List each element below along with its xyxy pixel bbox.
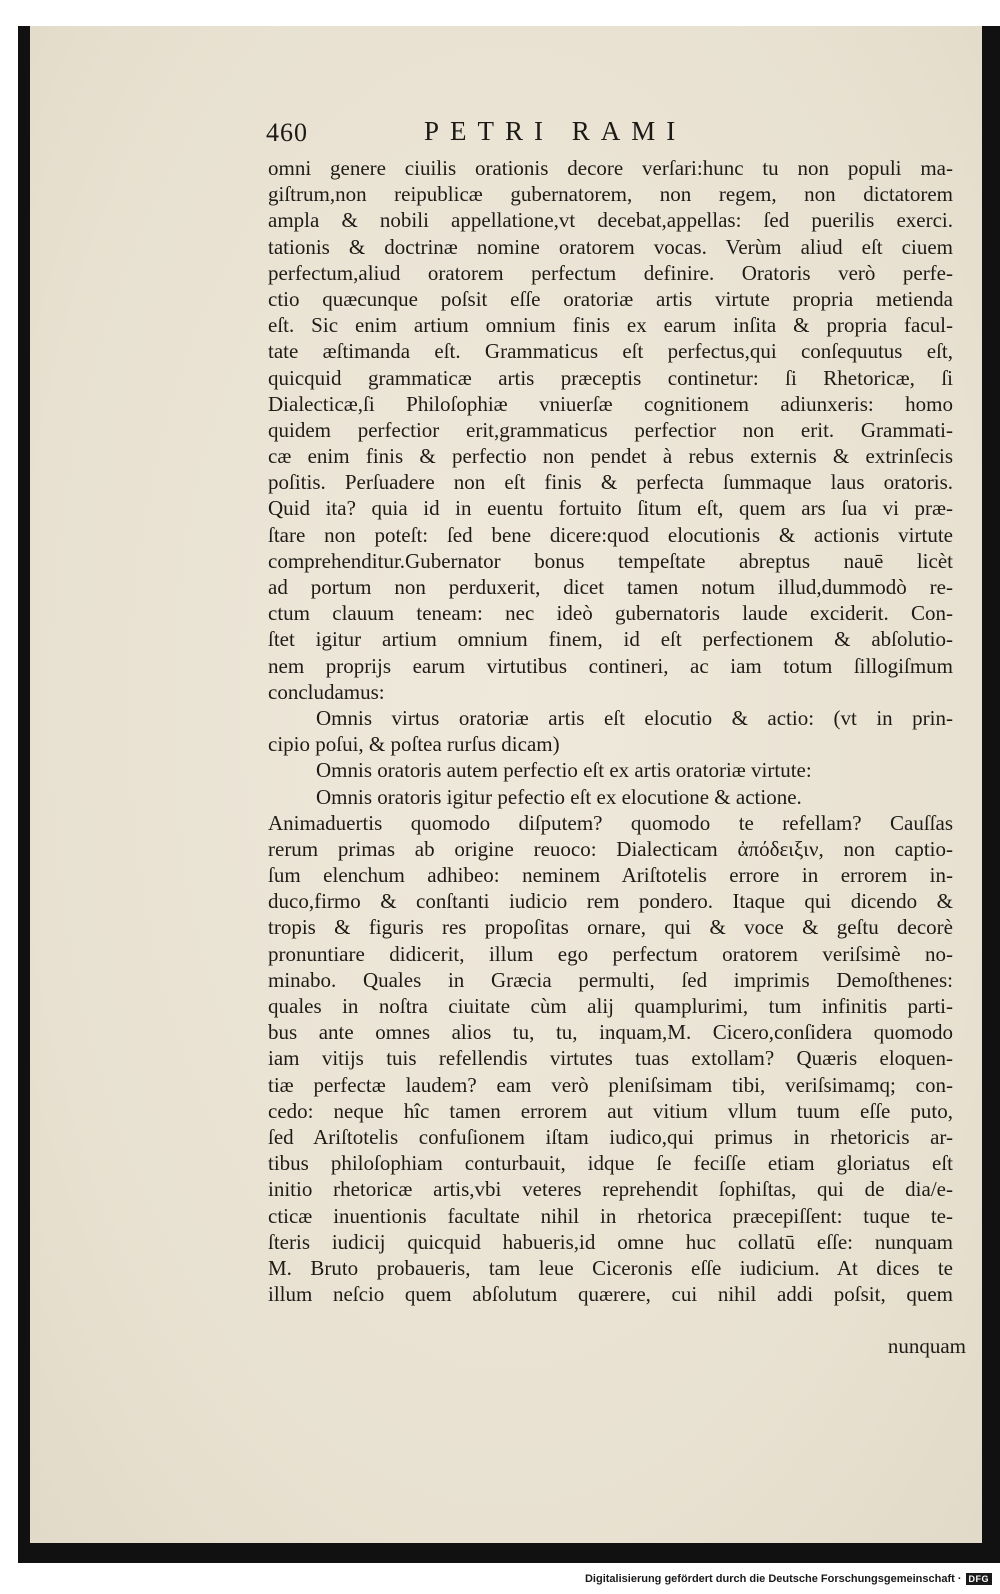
text-line: quicquid grammaticæ artis præceptis continetur: ſi Rhetoricæ, ſi <box>268 365 953 390</box>
text-line: bus ante omnes alios tu, tu, inquam,M. Cicero,conſidera quomodo <box>268 1020 953 1045</box>
text-line: Quid ita? quia id in euentu fortuito ſitum eſt, quem ars ſua vi præ- <box>268 496 953 521</box>
text-line: tiæ perfectæ laudem? eam verò pleniſsimam tibi, veriſsimamq; con- <box>268 1072 953 1097</box>
text-line: ampla & nobili appellatione,vt decebat,appellas: ſed puerilis exerci. <box>268 208 953 233</box>
text-line: cedo: neque hîc tamen errorem aut vitium vllum tuum eſſe puto, <box>268 1098 953 1123</box>
page-number: 460 <box>266 118 308 147</box>
text-line: ſed Ariſtotelis confuſionem iſtam iudico,qui primus in rhetoricis ar- <box>268 1124 953 1149</box>
text-line: duco,firmo & conſtanti iudicio rem pondero. Itaque qui dicendo & <box>268 889 953 914</box>
text-line: poſitis. Perſuadere non eſt finis & perfecta ſummaque laus oratoris. <box>268 470 953 495</box>
syllogism-line: Omnis oratoris autem perfectio eſt ex artis oratoriæ virtute: <box>316 758 812 783</box>
text-line: ſtare non poteſt: ſed bene dicere:quod elocutionis & actionis virtute <box>268 522 953 547</box>
text-line: illum neſcio quem abſolutum quærere, cui nihil addi poſsit, quem <box>268 1282 953 1307</box>
text-line: Dialecticæ,ſi Philoſophiæ vniuerſæ cognitionem adiunxeris: homo <box>268 391 953 416</box>
text-line: quidem perfectior erit,grammaticus perfectior non erit. Grammati- <box>268 417 953 442</box>
text-line: cipio poſui, & poſtea rurſus dicam) <box>268 732 560 757</box>
text-line: comprehenditur.Gubernator bonus tempeſtate abreptus nauē licèt <box>268 548 953 573</box>
text-line: ad portum non perduxerit, dicet tamen notum illud,dummodò re- <box>268 575 953 599</box>
text-line: cticæ inuentionis facultate nihil in rhetorica præcepiſſent: tuque te- <box>268 1203 953 1228</box>
running-head: PETRI RAMI <box>424 116 687 146</box>
footer-credit <box>585 1570 992 1588</box>
text-line: pronuntiare didicerit, illum ego perfectum oratorem veriſsimè no- <box>268 941 953 966</box>
text-line: giſtrum,non reipublicæ gubernatorem, non regem, non dictatorem <box>268 182 953 207</box>
syllogism-line: Omnis oratoris igitur pefectio eſt ex elocutione & actione. <box>316 784 802 809</box>
text-line: nem proprijs earum virtutibus contineri, ac iam totum ſillogiſmum <box>268 653 953 678</box>
text-line: iam vitijs tuis refellendis virtutes tuas extollam? Quæris eloquen- <box>268 1046 953 1071</box>
text-line: tationis & doctrinæ nomine oratorem vocas. Verùm aliud eſt ciuem <box>268 234 953 259</box>
text-line: concludamus: <box>268 679 385 704</box>
text-line: ctum clauum teneam: nec ideò gubernatoris laude exciderit. Con- <box>268 601 953 626</box>
body-text <box>268 155 953 1307</box>
catchword: nunquam <box>887 1334 966 1358</box>
text-line: quales in noſtra ciuitate cùm alij quamplurimi, tum infinitis parti- <box>268 994 953 1018</box>
page-header <box>266 118 766 152</box>
text-line: tibus philoſophiam conturbauit, idque ſe feciſſe etiam gloriatus eſt <box>268 1151 953 1176</box>
text-line: ſum elenchum adhibeo: neminem Ariſtotelis errore in errorem in- <box>268 863 953 888</box>
credit-text: Digitalisierung gefördert durch die Deutsche Forschungsgemeinschaft · <box>584 1573 962 1585</box>
text-line: M. Bruto probaueris, tam leue Ciceronis eſſe iudicium. At dices te <box>268 1255 953 1280</box>
text-line: rerum primas ab origine reuoco: Dialecticam ἀπόδειξιν, non captio- <box>268 836 953 861</box>
text-line: minabo. Quales in Græcia permulti, ſed imprimis Demoſthenes: <box>268 967 953 992</box>
text-line: ſteris iudicij quicquid habueris,id omne huc collatū eſſe: nunquam <box>268 1229 953 1254</box>
text-line: initio rhetoricæ artis,vbi veteres reprehendit ſophiſtas, qui de dia/e- <box>268 1177 953 1202</box>
text-line: tropis & figuris res propoſitas ornare, qui & voce & geſtu decorè <box>268 915 953 940</box>
text-line: Animaduertis quomodo diſputem? quomodo te refellam? Cauſſas <box>268 810 953 835</box>
text-line: eſt. Sic enim artium omnium finis ex earum inſita & propria facul- <box>268 313 953 338</box>
dfg-logo: DFG <box>966 1573 993 1585</box>
text-line: cæ enim finis & perfectio non pendet à rebus externis & extrinſecis <box>268 444 953 469</box>
text-line: perfectum,aliud oratorem perfectum definire. Oratoris verò perfe- <box>268 260 953 285</box>
text-line: ctio quæcunque poſsit eſſe oratoriæ artis virtute propria metienda <box>268 286 953 311</box>
text-line: omni genere ciuilis orationis decore verſari:hunc tu non populi ma- <box>268 156 953 180</box>
syllogism-line: Omnis virtus oratoriæ artis eſt elocutio & actio: (vt in prin- <box>316 705 953 730</box>
text-line: tate æſtimanda eſt. Grammaticus eſt perfectus,qui conſequutus eſt, <box>268 339 953 364</box>
text-line: ſtet igitur artium omnium finem, id eſt perfectionem & abſolutio- <box>268 627 953 652</box>
